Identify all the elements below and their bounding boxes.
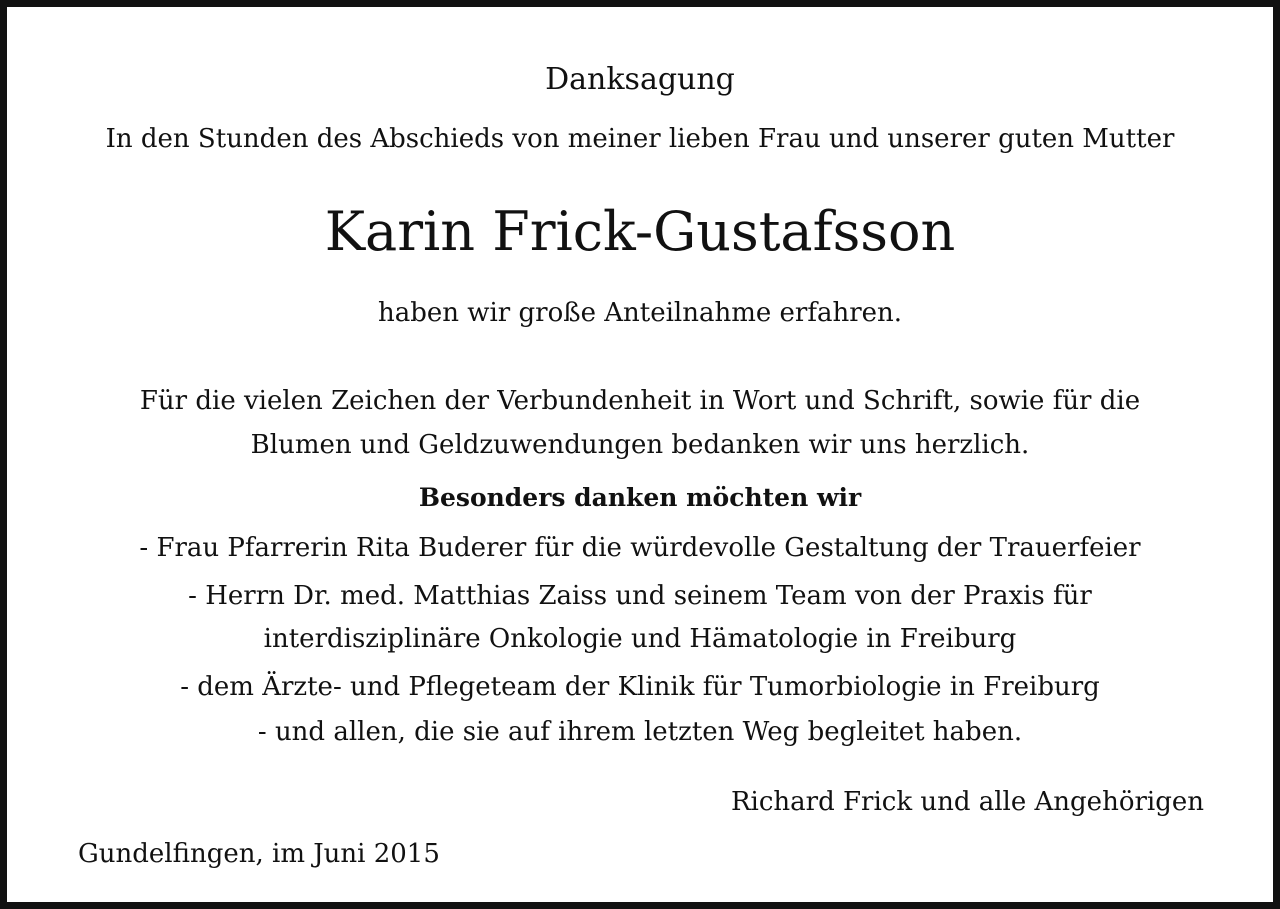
body-line: Für die vielen Zeichen der Verbundenheit in Wort und Schrift, sowie für die (139, 386, 1141, 416)
deceased-name: Karin Frick-Gustafsson (324, 200, 956, 263)
place-and-date: Gundelfingen, im Juni 2015 (78, 839, 440, 869)
thanks-item: - dem Ärzte- und Pflegeteam der Klinik für Tumorbiologie in Freiburg (180, 672, 1100, 702)
body-line: Blumen und Geldzuwendungen bedanken wir uns herzlich. (250, 430, 1030, 460)
thanks-item-continuation: interdisziplinäre Onkologie und Hämatologie in Freiburg (263, 624, 1017, 654)
thanks-item: - Frau Pfarrerin Rita Buderer für die würdevolle Gestaltung der Trauerfeier (139, 533, 1141, 563)
intro-line: In den Stunden des Abschieds von meiner lieben Frau und unserer guten Mutter (105, 124, 1175, 154)
family-signature: Richard Frick und alle Angehörigen (730, 787, 1204, 817)
thanks-item: - Herrn Dr. med. Matthias Zaiss und seinem Team von der Praxis für (188, 581, 1092, 611)
notice-heading: Danksagung (545, 62, 735, 97)
received-sympathy-line: haben wir große Anteilnahme erfahren. (377, 298, 903, 328)
special-thanks-heading: Besonders danken möchten wir (418, 483, 862, 512)
thanks-item: - und allen, die sie auf ihrem letzten Weg begleitet haben. (257, 717, 1023, 747)
